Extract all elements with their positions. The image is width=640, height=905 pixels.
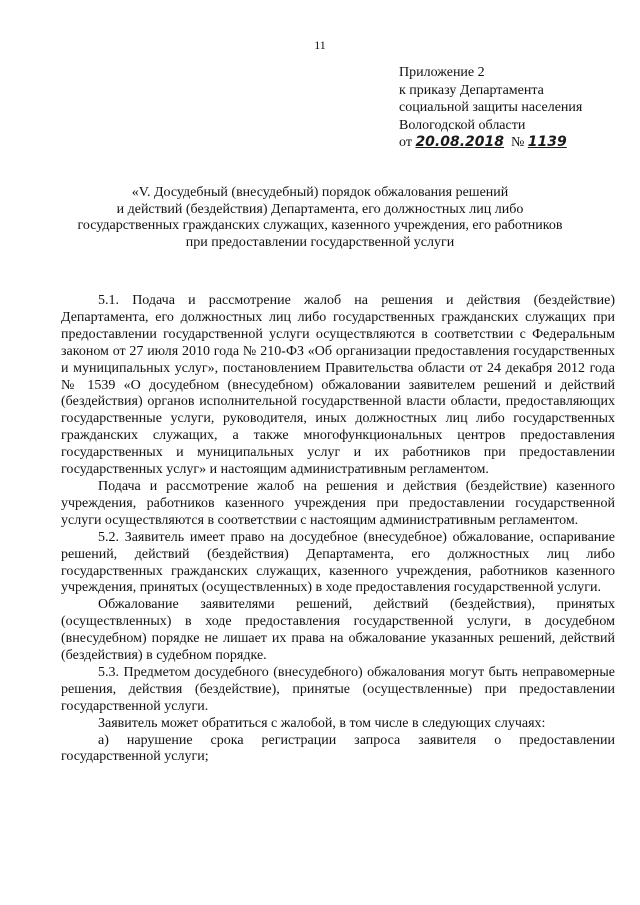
paragraph-5-3: 5.3. Предметом досудебного (внесудебного) обжалования могут быть неправомерные решения, действия (бездействие), принятые (осуществленные) при предоставлении государственной услуги. bbox=[61, 664, 615, 714]
page-number: 11 bbox=[314, 38, 326, 52]
title-line-3: государственных гражданских служащих, казенного учреждения, его работников bbox=[77, 218, 563, 234]
handwritten-order-number: 1139 bbox=[527, 134, 567, 151]
document-body bbox=[61, 293, 615, 766]
paragraph-5-3-cases: Заявитель может обратиться с жалобой, в том числе в следующих случаях: bbox=[98, 715, 546, 731]
paragraph-5-2: 5.2. Заявитель имеет право на досудебное (внесудебное) обжалование, оспаривание решений, действий (бездействия) Департамента, его должностных лиц либо государственных гражданских служащих, казенного учреждения, работников казенного учреждения, принятых (осуществленных) в ходе предоставления государственной услуги. bbox=[61, 529, 615, 596]
paragraph-5-2-appeal: Обжалование заявителями решений, действий (бездействия), принятых (осуществленных) в ходе предоставления государственной услуги, в досудебном (внесудебном) порядке не лишает их права на обжалование указанных решений, действий (бездействия) в судебном порядке. bbox=[61, 597, 615, 664]
title-line-4: при предоставлении государственной услуги bbox=[185, 235, 455, 251]
paragraph-5-1-institution: Подача и рассмотрение жалоб на решения и действия (бездействие) казенного учреждения, работников казенного учреждения при предоставлении государственной услуги осуществляются в соответствии с настоящим административным регламентом. bbox=[61, 478, 615, 528]
section-title bbox=[40, 185, 600, 252]
title-line-1: «V. Досудебный (внесудебный) порядок обжалования решений bbox=[131, 185, 509, 200]
number-prefix: № bbox=[510, 135, 525, 151]
order-date-line bbox=[399, 134, 624, 152]
title-line-2: и действий (бездействия) Департамента, его должностных лиц либо bbox=[116, 201, 524, 217]
handwritten-date: 20.08.2018 bbox=[415, 134, 505, 151]
appendix-line-2: к приказу Департамента bbox=[399, 82, 544, 98]
appendix-line-1: Приложение 2 bbox=[399, 65, 485, 80]
paragraph-5-1: 5.1. Подача и рассмотрение жалоб на решения и действия (бездействие) Департамента, его должностных лиц либо государственных гражданских служащих при предоставлении государственной услуги осуществляются в соответствии с Федеральным законом от 27 июля 2010 года № 210-ФЗ «Об организации предоставления государственных и муниципальных услуг», постановлением Правительства области от 24 декабря 2012 года № 1539 «О досудебном (внесудебном) обжаловании заявителем решений и действий (бездействия) органов исполнительной государственной власти области, предоставляющих государственные услуги, руководителя, иных должностных лиц либо государственных гражданских служащих, а также многофункциональных центров предоставления государственных и муниципальных услуг и их работников при предоставлении государственных услуг» и настоящим административным регламентом. bbox=[61, 293, 615, 478]
appendix-line-4: Вологодской области bbox=[399, 117, 526, 133]
appendix-header bbox=[399, 64, 624, 152]
appendix-line-3: социальной защиты населения bbox=[399, 100, 583, 116]
date-prefix: от bbox=[399, 135, 412, 151]
paragraph-case-a: а) нарушение срока регистрации запроса заявителя о предоставлении государственной услуги; bbox=[61, 732, 615, 765]
